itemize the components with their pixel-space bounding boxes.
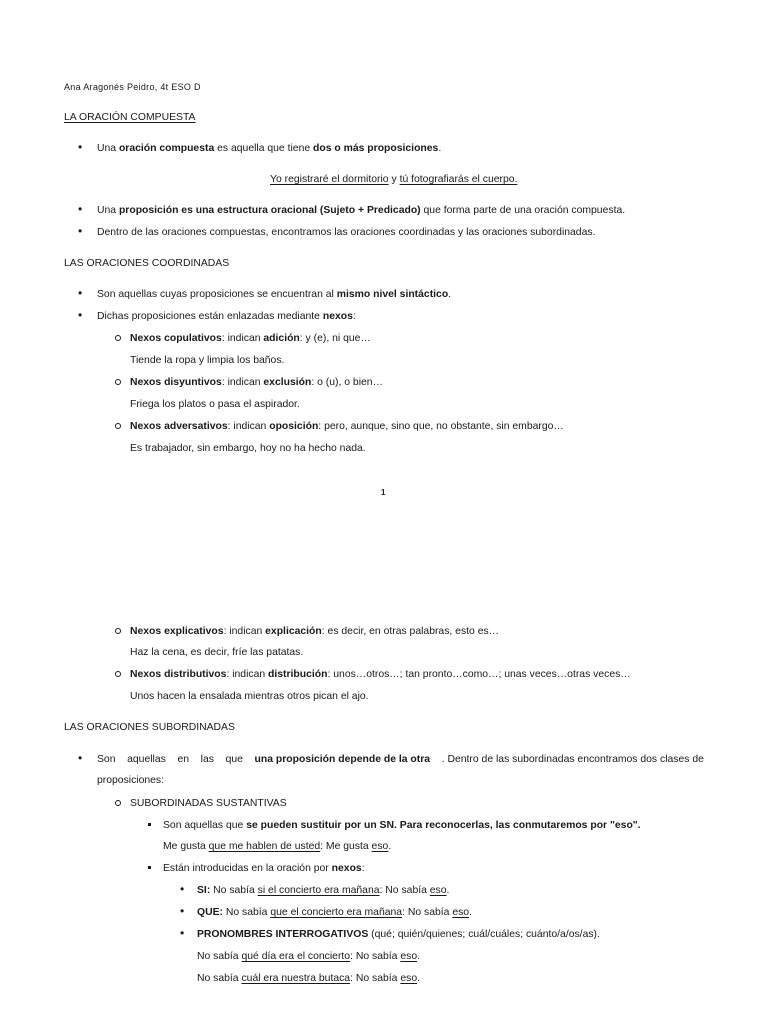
nexo-si: SI: No sabía si el concierto era mañana: No sabía eso.: [197, 885, 450, 896]
subordinadas-definition-cont: proposiciones:: [97, 775, 165, 786]
nexo-item: Nexos explicativos: indican explicación: es decir, en otras palabras, esto es…: [130, 626, 500, 637]
nexo-example: Es trabajador, sin embargo, hoy no ha hecho nada.: [130, 443, 366, 454]
author-line: Ana Aragonés Peidro, 4t ESO D: [64, 82, 201, 92]
compuesta-types: Dentro de las oraciones compuestas, encontramos las oraciones coordinadas y las oraciones subordinadas.: [97, 227, 596, 238]
subordinadas-definition: Son aquellas en las que una proposición depende de la otra . Dentro de las subordinadas encontramos dos clases de: [97, 754, 704, 765]
section-title-compuesta: LA ORACIÓN COMPUESTA: [64, 112, 196, 123]
compuesta-example: Yo registraré el dormitorio y tú fotografiarás el cuerpo.: [270, 174, 518, 185]
circle-bullet-icon: [115, 671, 121, 677]
compuesta-definition: Una oración compuesta es aquella que tiene dos o más proposiciones.: [97, 143, 442, 154]
circle-bullet-icon: [115, 423, 121, 429]
nexo-example: Friega los platos o pasa el aspirador.: [130, 399, 300, 410]
pronombres-example: No sabía qué día era el concierto: No sabía eso.: [197, 951, 420, 962]
sustantivas-example: Me gusta que me hablen de usted: Me gusta eso.: [163, 841, 392, 852]
nexo-example: Haz la cena, es decir, fríe las patatas.: [130, 647, 304, 658]
bullet-icon: •: [180, 926, 185, 940]
nexo-pronombres: PRONOMBRES INTERROGATIVOS (qué; quién/quienes; cuál/cuáles; cuánto/a/os/as).: [197, 929, 600, 940]
coordinadas-nexos: Dichas proposiciones están enlazadas mediante nexos:: [97, 311, 356, 322]
section-title-subordinadas: LAS ORACIONES SUBORDINADAS: [64, 722, 235, 733]
nexo-item: Nexos distributivos: indican distribución: unos…otros…; tan pronto…como…; unas veces…otras veces…: [130, 669, 631, 680]
nexo-example: Unos hacen la ensalada mientras otros pican el ajo.: [130, 691, 369, 702]
nexo-item: Nexos copulativos: indican adición: y (e), ni que…: [130, 333, 371, 344]
sustantivas-definition: Son aquellas que se pueden sustituir por un SN. Para reconocerlas, las conmutaremos por "eso".: [163, 820, 641, 831]
bullet-icon: •: [78, 286, 83, 300]
nexo-item: Nexos disyuntivos: indican exclusión: o (u), o bien…: [130, 377, 383, 388]
proposicion-definition: Una proposición es una estructura oracional (Sujeto + Predicado) que forma parte de una oración compuesta.: [97, 205, 626, 216]
bullet-icon: •: [78, 202, 83, 216]
pronombres-example: No sabía cuál era nuestra butaca: No sabía eso.: [197, 973, 420, 984]
bullet-icon: •: [180, 882, 185, 896]
nexo-item: Nexos adversativos: indican oposición: pero, aunque, sino que, no obstante, sin embargo…: [130, 421, 564, 432]
section-title-coordinadas: LAS ORACIONES COORDINADAS: [64, 258, 230, 269]
circle-bullet-icon: [115, 379, 121, 385]
bullet-icon: •: [180, 904, 185, 918]
nexo-que: QUE: No sabía que el concierto era mañana: No sabía eso.: [197, 907, 472, 918]
circle-bullet-icon: [115, 800, 121, 806]
circle-bullet-icon: [115, 628, 121, 634]
bullet-icon: •: [78, 751, 83, 765]
nexo-example: Tiende la ropa y limpia los baños.: [130, 355, 285, 366]
bullet-icon: •: [78, 308, 83, 322]
bullet-icon: •: [78, 140, 83, 154]
subsection-title-sustantivas: SUBORDINADAS SUSTANTIVAS: [130, 798, 287, 809]
coordinadas-definition: Son aquellas cuyas proposiciones se encuentran al mismo nivel sintáctico.: [97, 289, 452, 300]
square-bullet-icon: [148, 823, 151, 826]
bullet-icon: •: [78, 224, 83, 238]
square-bullet-icon: [148, 866, 151, 869]
circle-bullet-icon: [115, 335, 121, 341]
page-number: 1: [381, 488, 386, 497]
sustantivas-nexos: Están introducidas en la oración por nexos:: [163, 863, 365, 874]
